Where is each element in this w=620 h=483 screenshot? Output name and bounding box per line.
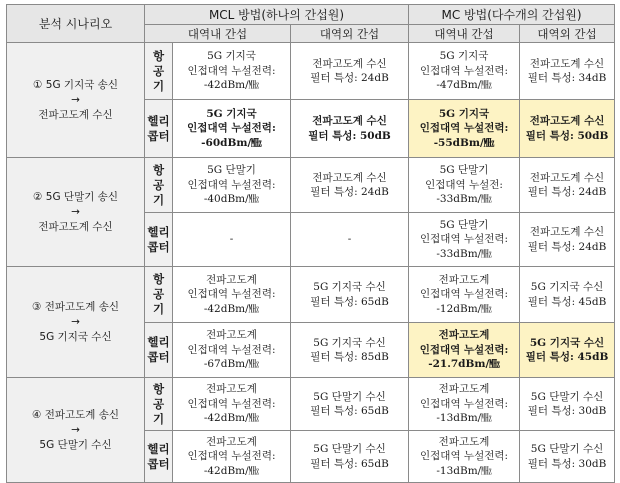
scenario-cell [7, 158, 145, 267]
scenario-comparison-table [6, 4, 615, 483]
scenario-cell [7, 267, 145, 378]
mcl-in-line: 인접대역 누설전력: [187, 64, 276, 77]
target-label-cell [145, 43, 173, 100]
mcl-out-line: - [347, 233, 352, 246]
mcl-out-cell [291, 323, 409, 378]
scenario-line: → [71, 205, 80, 218]
scenario-line: → [71, 315, 80, 328]
mc-out-line: 필터 특성: 24dB [527, 240, 607, 253]
mc-inband-header: 대역내 간섭 [409, 25, 520, 43]
scenario-line: → [71, 423, 80, 436]
mc-in-line: -13dBm/㎒ [436, 412, 492, 425]
mcl-in-line: 인접대역 누설전력: [187, 288, 276, 301]
target-label-line: 헬리 [147, 224, 170, 239]
target-label-line: 공 [152, 287, 165, 301]
mc-in-line: -13dBm/㎒ [436, 464, 492, 477]
scenario-line: ① 5G 기지국 송신 [33, 78, 118, 91]
target-label-line: 공 [152, 396, 165, 411]
mcl-in-cell [173, 100, 291, 158]
target-label-cell [145, 323, 173, 378]
mc-in-line: 인접대역 누설전력: [419, 122, 509, 135]
mcl-in-line: 전파고도계 [206, 435, 257, 448]
mc-in-cell [409, 378, 520, 431]
mcl-out-line: 5G 기지국 수신 [313, 281, 386, 293]
mc-out-cell [520, 213, 615, 267]
mc-in-line: 인접대역 누설전: [425, 178, 503, 191]
mc-in-line: 5G 단말기 [439, 218, 489, 231]
target-label-line: 기 [152, 302, 165, 316]
mcl-out-line: 전파고도계 수신 [312, 57, 387, 70]
scenario-line: 전파고도계 수신 [38, 108, 113, 121]
mcl-in-cell [173, 158, 291, 213]
mcl-in-line: 인접대역 누설전력: [187, 178, 276, 191]
scenario-line: 5G 단말기 수신 [39, 438, 112, 451]
mcl-out-cell [291, 43, 409, 100]
target-label-cell [145, 267, 173, 323]
target-label-line: 공 [152, 63, 165, 78]
mc-out-line: 전파고도계 수신 [529, 171, 605, 184]
mcl-outband-header: 대역외 간섭 [291, 25, 409, 43]
target-label-line: 콥터 [147, 350, 170, 364]
scenario-line: → [71, 93, 80, 106]
mc-out-line: 전파고도계 수신 [529, 226, 605, 238]
mcl-out-line: 전파고도계 수신 [312, 115, 387, 127]
mcl-in-cell [173, 43, 291, 100]
mc-in-line: 인접대역 누설전력: [420, 288, 509, 301]
mc-in-line: 5G 기지국 [438, 107, 490, 120]
mc-out-cell [520, 100, 615, 158]
mcl-out-cell [291, 378, 409, 431]
mc-out-line: 전파고도계 수신 [529, 115, 605, 127]
mc-in-line: 5G 단말기 [439, 164, 489, 177]
mc-out-line: 필터 특성: 24dB [527, 186, 607, 198]
table-body [7, 43, 615, 483]
mcl-in-cell [173, 267, 291, 323]
mcl-out-line: 5G 단말기 수신 [313, 390, 386, 403]
target-label-line: 기 [152, 192, 165, 207]
mc-outband-header: 대역외 간섭 [520, 25, 615, 43]
mcl-out-line: 필터 특성: 85dB [310, 351, 389, 363]
scenario-line: 5G 기지국 수신 [39, 330, 112, 343]
target-label-line: 헬리 [147, 113, 170, 128]
mc-in-cell [409, 100, 520, 158]
target-label-cell [145, 158, 173, 213]
mcl-out-cell [291, 100, 409, 158]
mc-in-line: 인접대역 누설전력: [419, 343, 509, 356]
mc-out-line: 필터 특성: 30dB [527, 405, 607, 417]
mcl-method-header: MCL 방법(하나의 간섭원) [145, 5, 409, 25]
mcl-in-line: -60dBm/㎒ [201, 136, 262, 149]
target-label-line: 항 [152, 48, 165, 63]
target-label-cell [145, 213, 173, 267]
mc-out-line: 5G 기지국 수신 [530, 281, 604, 293]
table-row [7, 267, 615, 323]
mcl-in-line: 5G 기지국 [206, 107, 257, 120]
mc-out-cell [520, 267, 615, 323]
mc-out-cell [520, 158, 615, 213]
mcl-in-line: -67dBm/㎒ [203, 358, 260, 371]
mcl-in-cell [173, 378, 291, 431]
mcl-in-line: -42dBm/㎒ [203, 302, 260, 315]
mcl-out-cell [291, 213, 409, 267]
mcl-inband-header: 대역내 간섭 [145, 25, 291, 43]
mc-in-cell [409, 158, 520, 213]
mcl-out-cell [291, 267, 409, 323]
mcl-out-line: 전파고도계 수신 [312, 171, 387, 184]
target-label-line: 항 [152, 162, 165, 177]
scenario-line: ③ 전파고도계 송신 [31, 300, 120, 313]
mc-out-cell [520, 378, 615, 431]
mc-out-line: 5G 기지국 수신 [529, 336, 605, 349]
table-row [7, 43, 615, 100]
mcl-in-line: 인접대역 누설전력: [187, 122, 276, 135]
mcl-out-line: 5G 단말기 수신 [313, 443, 386, 455]
mcl-in-line: 전파고도계 [206, 329, 257, 342]
mc-out-line: 전파고도계 수신 [529, 57, 605, 70]
mc-in-line: 전파고도계 [438, 273, 490, 286]
target-label-line: 헬리 [147, 441, 170, 456]
scenario-line: ④ 전파고도계 송신 [31, 408, 120, 421]
mcl-in-line: 5G 기지국 [207, 50, 256, 63]
mcl-in-line: 인접대역 누설전력: [187, 450, 276, 463]
mc-in-cell [409, 323, 520, 378]
mcl-out-line: 필터 특성: 65dB [310, 295, 389, 308]
target-label-line: 항 [152, 381, 165, 396]
mcl-out-cell [291, 158, 409, 213]
mc-method-header: MC 방법(다수개의 간섭원) [409, 5, 615, 25]
mc-in-line: -12dBm/㎒ [436, 302, 492, 315]
mc-out-cell [520, 43, 615, 100]
mc-in-line: -21.7dBm/㎒ [428, 358, 500, 371]
table-row [7, 378, 615, 431]
target-label-line: 헬리 [147, 335, 170, 349]
target-label-line: 기 [152, 411, 165, 426]
target-label-line: 항 [152, 272, 165, 286]
mcl-out-line: 5G 기지국 수신 [313, 336, 386, 349]
mcl-in-line: -40dBm/㎒ [203, 193, 260, 206]
mc-out-line: 필터 특성: 30dB [527, 457, 607, 470]
mcl-in-line: -42dBm/㎒ [203, 412, 260, 425]
mc-in-line: -33dBm/㎒ [436, 193, 492, 206]
mc-out-cell [520, 323, 615, 378]
scenario-cell [7, 378, 145, 483]
scenario-line: ② 5G 단말기 송신 [33, 190, 118, 203]
target-label-line: 콥터 [147, 128, 170, 143]
target-label-line: 콥터 [147, 456, 170, 471]
mc-in-cell [409, 43, 520, 100]
mc-out-line: 필터 특성: 45dB [527, 295, 607, 308]
mcl-out-line: 필터 특성: 65dB [310, 405, 389, 417]
mcl-in-line: 인접대역 누설전력: [187, 397, 276, 410]
mc-in-line: -47dBm/㎒ [436, 79, 492, 92]
mc-in-cell [409, 267, 520, 323]
mcl-out-line: 필터 특성: 50dB [308, 129, 391, 142]
mcl-in-line: 5G 단말기 [207, 164, 256, 177]
mcl-in-line: 전파고도계 [206, 273, 257, 286]
mc-in-line: 인접대역 누설전력: [420, 450, 509, 463]
mc-in-cell [409, 213, 520, 267]
scenario-line: 전파고도계 수신 [38, 220, 113, 233]
table-row [7, 158, 615, 213]
mc-in-line: 전파고도계 [438, 329, 490, 342]
scenario-cell [7, 43, 145, 158]
mc-in-line: 전파고도계 [438, 435, 490, 448]
mc-in-line: 인접대역 누설전력: [420, 64, 509, 77]
target-label-line: 기 [152, 78, 165, 93]
mc-in-line: 5G 기지국 [439, 50, 489, 63]
mc-out-line: 5G 단말기 수신 [530, 443, 604, 455]
target-label-cell [145, 100, 173, 158]
target-label-cell [145, 378, 173, 431]
mc-out-line: 필터 특성: 50dB [525, 129, 609, 142]
mcl-in-line: -42dBm/㎒ [203, 79, 260, 92]
mcl-out-line: 필터 특성: 24dB [310, 186, 389, 198]
mc-in-line: 전파고도계 [438, 383, 490, 396]
mc-in-line: -33dBm/㎒ [436, 247, 492, 260]
mcl-in-cell [173, 213, 291, 267]
target-label-line: 공 [152, 177, 165, 192]
mcl-in-line: 인접대역 누설전력: [187, 343, 276, 356]
mc-out-line: 필터 특성: 45dB [525, 351, 609, 363]
target-label-line: 콥터 [147, 239, 170, 254]
mcl-out-line: 필터 특성: 24dB [310, 72, 389, 84]
scenario-header: 분석 시나리오 [7, 5, 145, 43]
mcl-in-line: 전파고도계 [206, 383, 257, 396]
mcl-out-line: 필터 특성: 65dB [310, 457, 389, 470]
mc-out-line: 5G 단말기 수신 [530, 390, 604, 403]
mc-in-line: 인접대역 누설전력: [420, 397, 509, 410]
mcl-in-cell [173, 323, 291, 378]
mc-in-line: 인접대역 누설전력: [420, 233, 509, 246]
mcl-in-line: -42dBm/㎒ [203, 464, 260, 477]
mc-in-line: -55dBm/㎒ [433, 136, 495, 149]
mcl-in-line: - [229, 233, 234, 246]
mc-out-line: 필터 특성: 34dB [527, 72, 607, 84]
